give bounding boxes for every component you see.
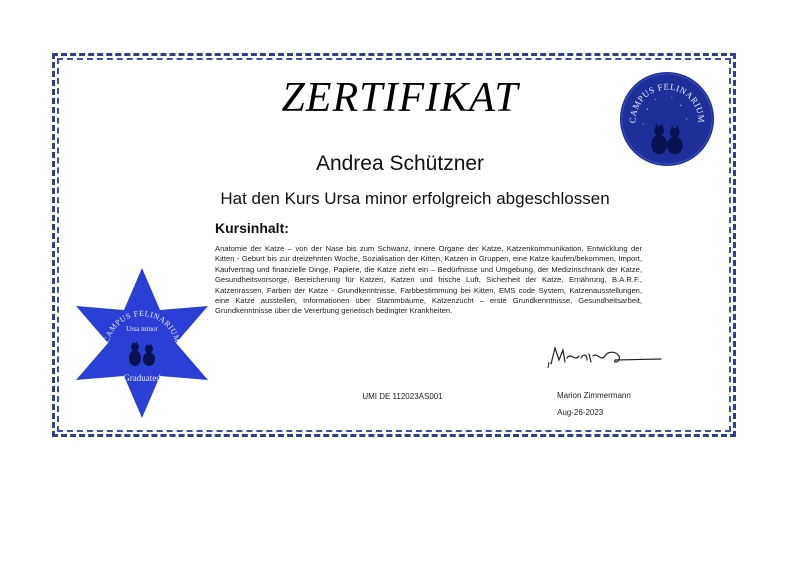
badge-graduated-label: Graduated xyxy=(123,373,161,383)
graduated-star-badge xyxy=(72,268,212,418)
completion-statement: Hat den Kurs Ursa minor erfolgreich abgeschlossen xyxy=(220,189,610,208)
certificate-id: UMI DE 112023AS001 xyxy=(362,392,443,401)
badge-arc-text: CAMPUS FELINARIUM xyxy=(101,308,183,344)
handwritten-signature xyxy=(543,340,668,370)
course-content-heading: Kursinhalt: xyxy=(215,220,289,236)
course-content-text: Anatomie der Katze – von der Nase bis zum Schwanz, innere Organe der Katze, Katzenkommunikation, Entwicklung der Kitten - Geburt bis zur dreizehnten Woche, Sozialisation der Kitten, Katzen in Gruppen, eine Katze kaufen/bekommen, Import, Kaufvertrag und finanzielle Dinge, Papiere, die Katze zieht ein – Bedürfnisse und Umgebung, der Medizinschrank der Katze, Gesundheitsvorsorge, Bereicherung für Katzen, Katzen und frische Luft, Sicherheit der Katze, Ernährung, B.A.R.F., Katzenrassen, Farben der Katze - Grundkenntnisse, Farbbestimmung bei Kitten, EMS code System, Katzenausstellungen, eine Katze ausstellen, Informationen über Stammbäume, Katzenzucht – erste Grundkenntnisse, Gesundheitsarbeit, Grundkenntnisse über die Vererbung genetisch bedingter Krankheiten. xyxy=(215,244,642,316)
signer-name: Marion Zimmermann xyxy=(557,391,631,400)
certificate-title: ZERTIFIKAT xyxy=(281,75,519,121)
recipient-name: Andrea Schützner xyxy=(315,152,485,175)
campus-felinarium-seal xyxy=(618,70,716,168)
star-shape xyxy=(76,268,208,418)
badge-course-name: Ursa minor xyxy=(126,325,158,333)
seal-arc-text: CAMPUS FELINARIUM xyxy=(627,81,707,124)
certificate-date: Aug-26-2023 xyxy=(557,408,604,417)
